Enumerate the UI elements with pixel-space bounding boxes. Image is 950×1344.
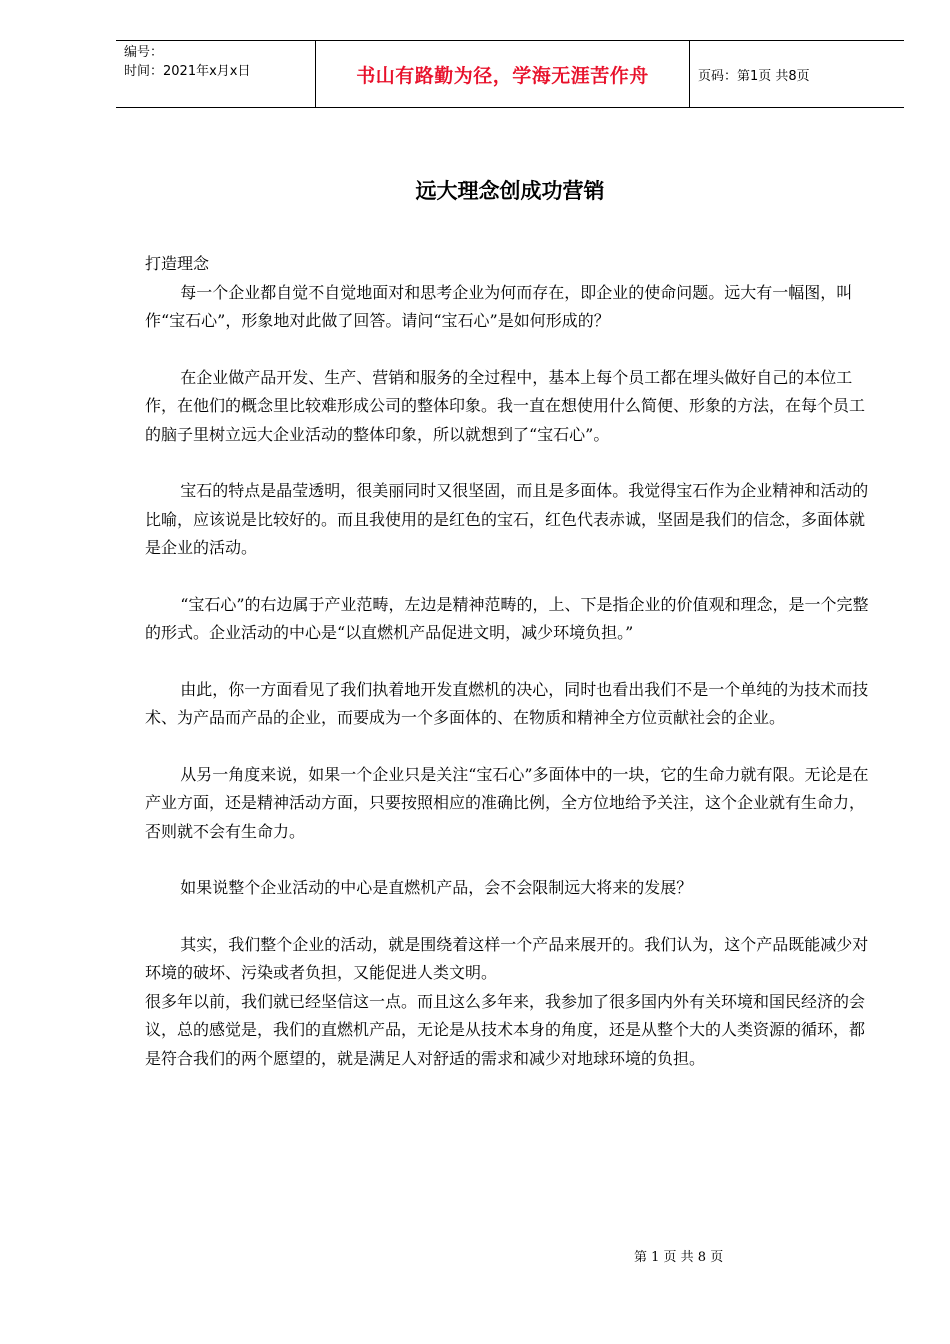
document-header xyxy=(116,40,904,108)
header-number: 编号： xyxy=(124,45,164,60)
document-body xyxy=(145,250,875,1073)
paragraph: 从另一角度来说，如果一个企业只是关注“宝石心”多面体中的一块，它的生命力就有限。无论是在产业方面，还是精神活动方面，只要按照相应的准确比例，全方位地给予关注，这个企业就有生命力，否则就不会有生命力。 xyxy=(145,764,869,841)
paragraph: 每一个企业都自觉不自觉地面对和思考企业为何而存在，即企业的使命问题。远大有一幅图，叫作“宝石心”，形象地对此做了回答。请问“宝石心”是如何形成的？ xyxy=(145,282,853,330)
paragraph: 其实，我们整个企业的活动，就是围绕着这样一个产品来展开的。我们认为，这个产品既能减少对环境的破坏、污染或者负担，又能促进人类文明。 xyxy=(145,934,869,982)
paragraph: 由此，你一方面看见了我们执着地开发直燃机的决心，同时也看出我们不是一个单纯的为技术而技术、为产品而产品的企业，而要成为一个多面体的、在物质和精神全方位贡献社会的企业。 xyxy=(145,679,869,727)
header-motto: 书山有路勤为径，学海无涯苦作舟 xyxy=(316,41,690,107)
header-time: 时间：2021年x月x日 xyxy=(124,64,251,79)
paragraph: 在企业做产品开发、生产、营销和服务的全过程中，基本上每个员工都在埋头做好自己的本位工作，在他们的概念里比较难形成公司的整体印象。我一直在想使用什么简便、形象的方法，在每个员工的脑子里树立远大企业活动的整体印象，所以就想到了“宝石心”。 xyxy=(145,367,866,444)
paragraph: 宝石的特点是晶莹透明，很美丽同时又很坚固，而且是多面体。我觉得宝石作为企业精神和活动的比喻，应该说是比较好的。而且我使用的是红色的宝石，红色代表赤诚，坚固是我们的信念，多面体就是企业的活动。 xyxy=(145,481,869,557)
paragraph: 如果说整个企业活动的中心是直燃机产品，会不会限制远大将来的发展？ xyxy=(180,878,693,897)
section-heading: 打造理念 xyxy=(145,254,210,273)
paragraph: “宝石心”的右边属于产业范畴，左边是精神范畴的，上、下是指企业的价值观和理念，是一个完整的形式。企业活动的中心是“以直燃机产品促进文明，减少环境负担。” xyxy=(145,594,869,642)
header-meta xyxy=(116,41,316,107)
document-title: 远大理念创成功营销 xyxy=(415,179,605,203)
header-page: 页码：第1页 共8页 xyxy=(698,68,810,84)
page-number: 第 1 页 共 8 页 xyxy=(634,1250,724,1265)
paragraph: 很多年以前，我们就已经坚信这一点。而且这么多年来，我参加了很多国内外有关环境和国民经济的会议，总的感觉是，我们的直燃机产品，无论是从技术本身的角度，还是从整个大的人类资源的循环，都是符合我们的两个愿望的，就是满足人对舒适的需求和减少对地球环境的负担。 xyxy=(145,991,866,1068)
